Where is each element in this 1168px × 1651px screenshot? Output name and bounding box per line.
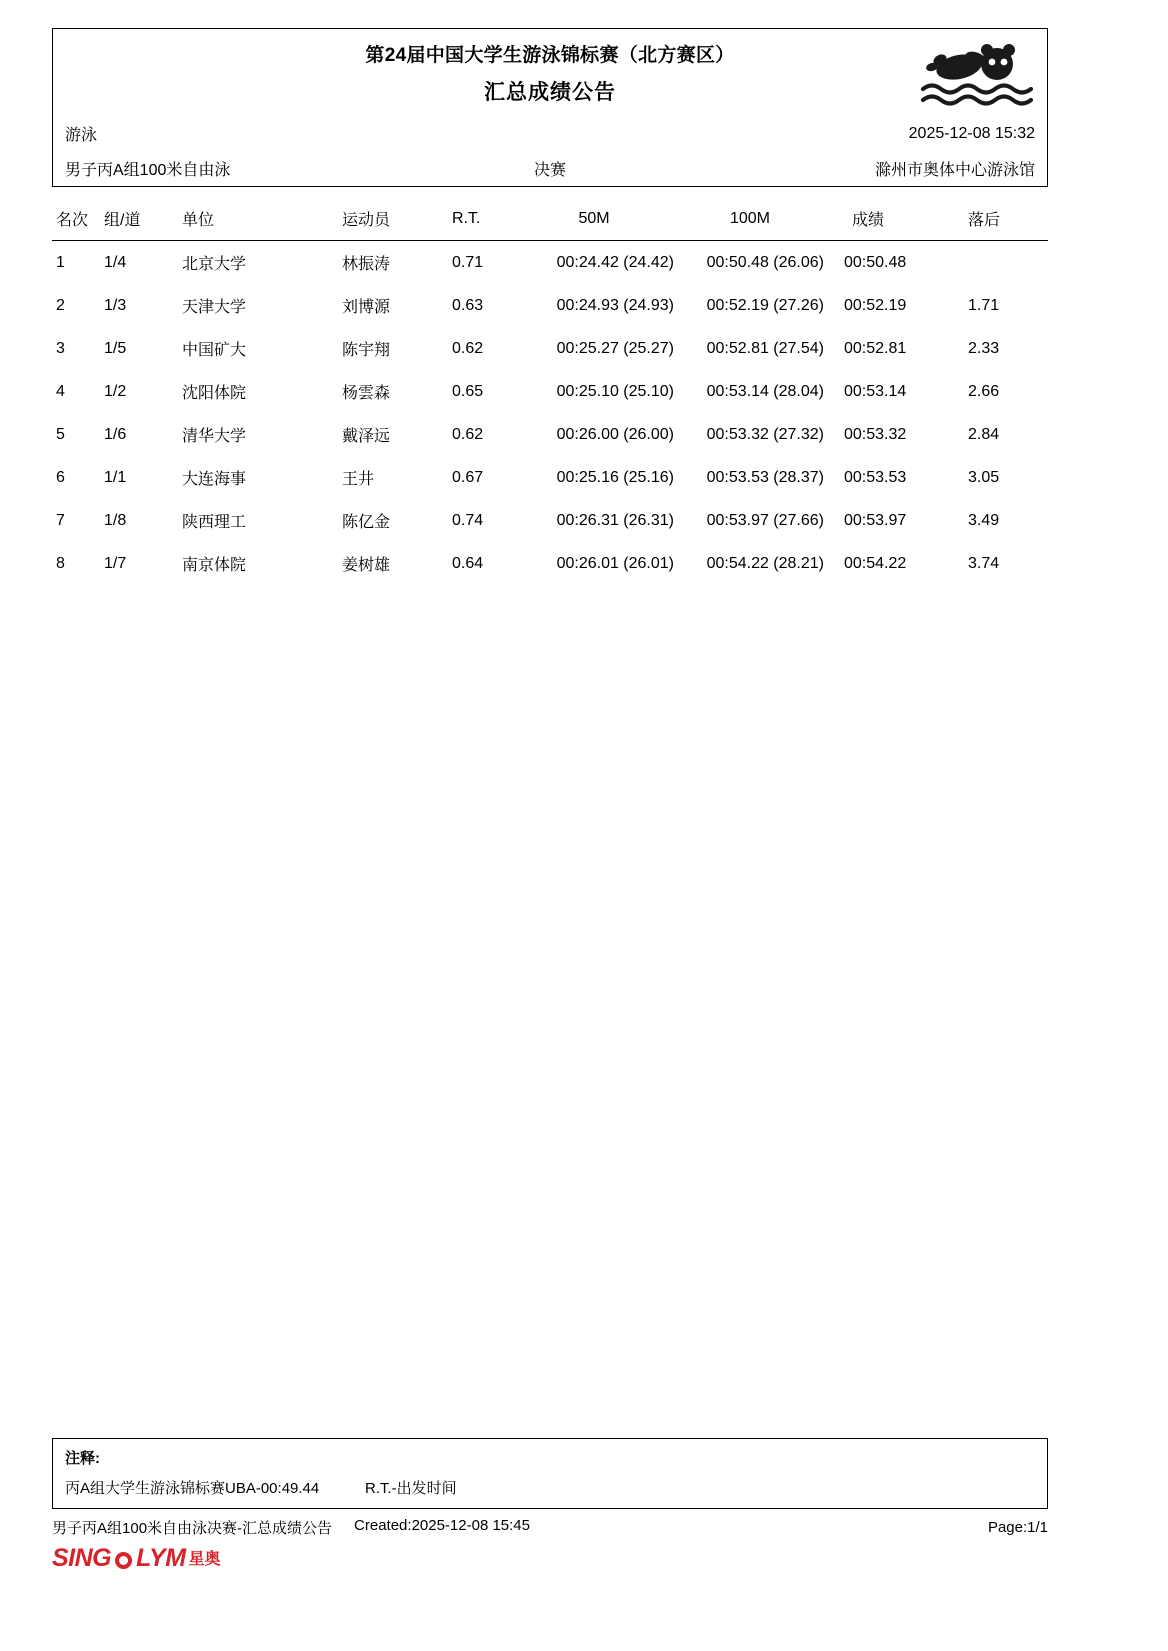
event-name: 男子丙A组100米自由泳 [65, 162, 231, 179]
document-footer [52, 1438, 1048, 1572]
cell-rank: 3 [56, 339, 65, 357]
cell-athlete: 陈亿金 [342, 514, 391, 531]
brand-logo [52, 1544, 1048, 1572]
cell-team: 中国矿大 [182, 342, 247, 359]
notes-title: 注释: [65, 1450, 100, 1467]
cell-final: 00:53.14 [844, 382, 907, 400]
cell-final: 00:54.22 [844, 554, 907, 572]
cell-final: 00:52.81 [844, 339, 907, 357]
cell-rank: 7 [56, 511, 65, 529]
ring-icon [115, 1552, 132, 1569]
cell-rt: 0.63 [452, 296, 484, 314]
cell-athlete: 刘博源 [342, 299, 391, 316]
cell-behind: 2.66 [968, 382, 1000, 400]
sport-label: 游泳 [65, 127, 98, 144]
table-row [52, 284, 1048, 327]
cell-team: 陕西理工 [182, 514, 247, 531]
cell-athlete: 戴泽远 [342, 428, 391, 445]
cell-split-50m: 00:25.10 (25.10) [556, 382, 674, 400]
note-record: 丙A组大学生游泳锦标赛UBA-00:49.44 [65, 1480, 320, 1497]
cell-lane: 1/2 [104, 382, 127, 400]
col-split-100m: 100M [680, 201, 830, 241]
cell-behind [962, 241, 1048, 285]
cell-split-50m: 00:25.27 (25.27) [556, 339, 674, 357]
notes-line [65, 1477, 1035, 1498]
footer-line [52, 1517, 1048, 1538]
cell-rank: 2 [56, 296, 65, 314]
table-row [52, 499, 1048, 542]
brand-text-left: SING [52, 1543, 112, 1572]
cell-team: 北京大学 [182, 256, 247, 273]
cell-team: 天津大学 [182, 299, 247, 316]
brand-text-cn: 星奥 [188, 1551, 221, 1568]
cell-rt: 0.65 [452, 382, 484, 400]
table-row [52, 327, 1048, 370]
cell-split-100m: 00:53.97 (27.66) [706, 511, 824, 529]
report-datetime: 2025-12-08 15:32 [908, 124, 1035, 142]
document-header [52, 28, 1048, 116]
cell-lane: 1/6 [104, 425, 127, 443]
brand-text-right: LYM [136, 1543, 186, 1572]
col-reaction-time: R.T. [452, 201, 532, 241]
cell-split-50m: 00:26.01 (26.01) [556, 554, 674, 572]
cell-rank: 1 [56, 253, 65, 271]
cell-team: 清华大学 [182, 428, 247, 445]
cell-behind: 2.84 [968, 425, 1000, 443]
cell-split-100m: 00:54.22 (28.21) [706, 554, 824, 572]
meta-row-event [53, 151, 1047, 186]
cell-rank: 8 [56, 554, 65, 572]
cell-athlete: 王井 [342, 471, 375, 488]
document-page [52, 28, 1048, 1594]
cell-behind: 3.74 [968, 554, 1000, 572]
note-rt-legend: R.T.-出发时间 [365, 1480, 457, 1497]
notes-box [52, 1438, 1048, 1509]
cell-behind: 3.05 [968, 468, 1000, 486]
cell-athlete: 陈宇翔 [342, 342, 391, 359]
cell-athlete: 姜树雄 [342, 557, 391, 574]
cell-lane: 1/8 [104, 511, 127, 529]
col-split-50m: 50M [532, 201, 680, 241]
page-subtitle: 汇总成绩公告 [484, 81, 616, 104]
document-meta [52, 116, 1048, 187]
cell-final: 00:53.53 [844, 468, 907, 486]
cell-athlete: 杨雲森 [342, 385, 391, 402]
cell-behind: 2.33 [968, 339, 1000, 357]
cell-split-100m: 00:53.14 (28.04) [706, 382, 824, 400]
results-table [52, 201, 1048, 585]
cell-split-100m: 00:53.53 (28.37) [706, 468, 824, 486]
cell-final: 00:50.48 [844, 253, 907, 271]
cell-split-50m: 00:26.00 (26.00) [556, 425, 674, 443]
meta-row-sport [53, 116, 1047, 151]
cell-team: 大连海事 [182, 471, 247, 488]
col-behind: 落后 [962, 201, 1048, 241]
title-block [53, 29, 1047, 106]
cell-split-100m: 00:52.81 (27.54) [706, 339, 824, 357]
cell-final: 00:53.97 [844, 511, 907, 529]
cell-rt: 0.74 [452, 511, 484, 529]
results-table-head [52, 201, 1048, 241]
cell-split-50m: 00:24.93 (24.93) [556, 296, 674, 314]
cell-rank: 6 [56, 468, 65, 486]
cell-rt: 0.62 [452, 339, 484, 357]
cell-final: 00:52.19 [844, 296, 907, 314]
cell-team: 南京体院 [182, 557, 247, 574]
footer-created: Created:2025-12-08 15:45 [354, 1517, 530, 1534]
cell-final: 00:53.32 [844, 425, 907, 443]
cell-behind: 3.49 [968, 511, 1000, 529]
cell-team: 沈阳体院 [182, 385, 247, 402]
cell-split-100m: 00:52.19 (27.26) [706, 296, 824, 314]
cell-split-50m: 00:24.42 (24.42) [556, 253, 674, 271]
table-row [52, 413, 1048, 456]
footer-page-number: Page:1/1 [987, 1519, 1048, 1536]
cell-split-100m: 00:53.32 (27.32) [706, 425, 824, 443]
cell-lane: 1/1 [104, 468, 127, 486]
col-athlete: 运动员 [342, 201, 452, 241]
cell-split-100m: 00:50.48 (26.06) [706, 253, 824, 271]
table-row [52, 370, 1048, 413]
cell-lane: 1/5 [104, 339, 127, 357]
col-team: 单位 [182, 201, 342, 241]
round-name: 决赛 [533, 162, 566, 179]
table-header-row [52, 201, 1048, 241]
cell-rt: 0.64 [452, 554, 484, 572]
venue-name: 滁州市奥体中心游泳馆 [874, 162, 1035, 179]
table-row [52, 241, 1048, 285]
col-rank: 名次 [52, 201, 104, 241]
cell-rt: 0.67 [452, 468, 484, 486]
cell-split-50m: 00:26.31 (26.31) [556, 511, 674, 529]
cell-behind: 1.71 [968, 296, 1000, 314]
cell-rank: 4 [56, 382, 65, 400]
cell-rank: 5 [56, 425, 65, 443]
table-row [52, 542, 1048, 585]
cell-rt: 0.71 [452, 253, 484, 271]
cell-rt: 0.62 [452, 425, 484, 443]
cell-lane: 1/7 [104, 554, 127, 572]
panda-swimming-logo-icon [919, 37, 1037, 109]
table-row [52, 456, 1048, 499]
footer-left [52, 1517, 530, 1538]
cell-athlete: 林振涛 [342, 256, 391, 273]
results-table-body [52, 241, 1048, 586]
footer-doc-title: 男子丙A组100米自由泳决赛-汇总成绩公告 [52, 1520, 333, 1537]
cell-lane: 1/4 [104, 253, 127, 271]
cell-split-50m: 00:25.16 (25.16) [556, 468, 674, 486]
col-lane: 组/道 [104, 201, 182, 241]
page-title: 第24届中国大学生游泳锦标赛（北方赛区） [365, 45, 735, 66]
cell-lane: 1/3 [104, 296, 127, 314]
col-final-time: 成绩 [830, 201, 962, 241]
